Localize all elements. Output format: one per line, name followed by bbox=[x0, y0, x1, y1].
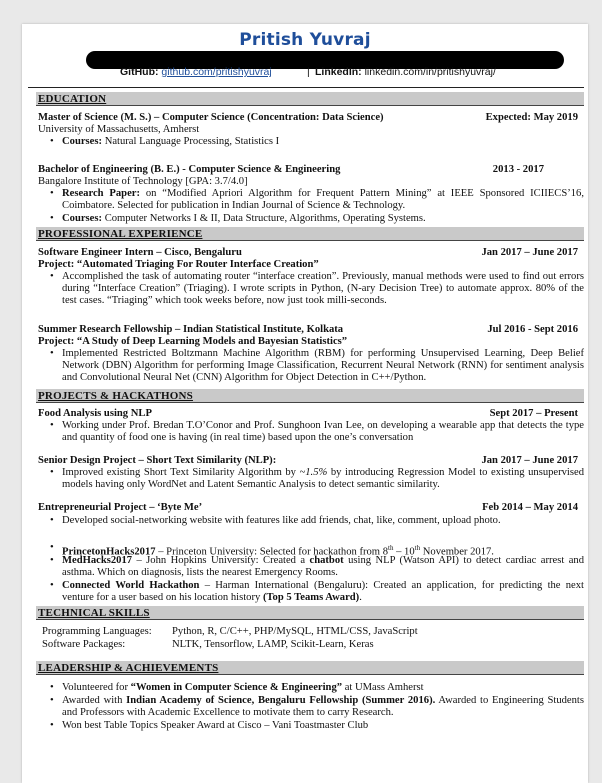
exp-isi-date: Jul 2016 - Sept 2016 bbox=[487, 324, 578, 335]
exp-isi-project: Project: “A Study of Deep Learning Models and Bayesian Statistics” bbox=[38, 336, 348, 347]
edu-ms-degree: Master of Science (M. S.) – Computer Science (Concentration: Data Science) Expected: May 2019 bbox=[38, 112, 578, 123]
skills-heading: TECHNICAL SKILLS bbox=[36, 606, 584, 620]
proj-food-name: Food Analysis using NLP Sept 2017 – Present bbox=[38, 408, 578, 419]
edu-ms-date: Expected: May 2019 bbox=[485, 112, 578, 123]
leadership-heading: LEADERSHIP & ACHIEVEMENTS bbox=[36, 661, 584, 675]
skills-packages: NLTK, Tensorflow, LAMP, Scikit-Learn, Keras bbox=[172, 639, 374, 650]
proj-sts-name: Senior Design Project – Short Text Similarity (NLP): Jan 2017 – June 2017 bbox=[38, 455, 578, 466]
skills-languages: Python, R, C/C++, PHP/MySQL, HTML/CSS, JavaScript bbox=[172, 626, 418, 637]
edu-be-degree: Bachelor of Engineering (B. E.) - Computer Science & Engineering 2013 - 2017 bbox=[38, 164, 544, 175]
exp-cisco-role: Software Engineer Intern – Cisco, Bengaluru Jan 2017 – June 2017 bbox=[38, 247, 578, 258]
resume-page: Pritish Yuvraj GitHub: github.com/pritishyuvraj | LinkedIn: linkedin.com/in/pritishyuvraj/ EDUCATION Master of Science (M. S.) – Computer Science (Concentration: Data Science) Expected: May 2019 University of Massachusetts, Amherst • Courses: Natural Language Processing, Statistics I Bachelor of Engineering (B. E.) - Computer Science & Engineering 2013 - 2017 Bangalore Institute of Technology [GPA: 3.7/4.0] • Research Paper: on “Modified Apriori Algorithm for Frequent Pattern Mining” at IEEE Sponsored ICIIECS’16, Coimbatore. Selected for publication in Indian Journal of Science & Technology. • Courses: Computer Networks I & II, Data Structure, Algorithms, Operating Systems. PROFESSIONAL EXPERIENCE Software Engineer Intern – Cisco, Bengaluru Jan 2017 – June 2017 Project: “Automated Triaging For Router Interface Creation” • Accomplished the task of automating router “interface creation”. Previously, manual methods were used to find out errors during “Interface Creation” (Triaging). I wrote scripts in Python, (N-ary Decision Tree) to automate approx. 80% of the test cases. “Triaging” which took weeks before, now just took milli-seconds. Summer Research Fellowship – Indian Statistical Institute, Kolkata Jul 2016 - Sept 2016 Project: “A Study of Deep Learning Models and Bayesian Statistics” • Implemented Restricted Boltzmann Machine Algorithm (RBM) for performing Unsupervised Learning, Deep Belief Network (DBN) Algorithm for performing Image Classification, Recurrent Neural Network (RNN) for sentiment analysis and Convolutional Neural Net (CNN) Algorithm for Object Detection in C++/Python. PROJECTS & HACKATHONS Food Analysis using NLP Sept 2017 – Present • Working under Prof. Bredan T.O’Conor and Prof. Sunghoon Ivan Lee, on developing a wearable app that detects the type and quantity of food one is having (in real time) based upon the one’s conversation Senior Design Project – Short Text Similarity (NLP): Jan 2017 – June 2017 • Improved existing Short Text Similarity Algorithm by ~1.5% by introducing Regression Model to existing unsupervised models having only WordNet and Latent Semantic Analysis to detect semantic similarity. Entrepreneurial Project – ‘Byte Me’ Feb 2014 – May 2014 • Developed social-networking website with features like add friends, chat, like, comment, upload photo. • PrincetonHacks2017 – Princeton University: Selected for hackathon from 8th – 10th November 2017. • MedHacks2017 – John Hopkins University: Created a chatbot using NLP (Watson API) to detect cardiac arrest and asthma. Which on diagnosis, lists the nearest Emergency Rooms. • Connected World Hackathon – Harman International (Bengaluru): Created an application, for predicting the next venture for a user based on his location history (Top 5 Teams Award). TECHNICAL SKILLS Programming Languages: Python, R, C/C++, PHP/MySQL, HTML/CSS, JavaScript Software Packages: NLTK, Tensorflow, LAMP, Scikit-Learn, Keras LEADERSHIP & ACHIEVEMENTS • Volunteered for “Women in Computer Science & Engineering” at UMass Amherst • Awarded with Indian Academy of Science, Bengaluru Fellowship (Summer 2016). Awarded to Engineering Students and Professors with Academic Excellence to motivate them to carry Research. • Won best Table Topics Speaker Award at Cisco – Vani Toastmaster Club bbox=[22, 24, 588, 783]
github-link[interactable]: github.com/pritishyuvraj bbox=[161, 66, 272, 78]
separator: | bbox=[307, 66, 310, 78]
skills-languages-label: Programming Languages: bbox=[42, 626, 152, 637]
github-label: GitHub: bbox=[120, 66, 159, 78]
edu-ms-school: University of Massachusetts, Amherst bbox=[38, 124, 200, 135]
header-divider bbox=[28, 87, 584, 88]
proj-byteme-name: Entrepreneurial Project – ‘Byte Me’ Feb 2014 – May 2014 bbox=[38, 502, 578, 513]
linkedin-link[interactable]: linkedin.com/in/pritishyuvraj/ bbox=[364, 66, 496, 78]
edu-be-date: 2013 - 2017 bbox=[492, 164, 544, 175]
projects-heading: PROJECTS & HACKATHONS bbox=[36, 389, 584, 403]
linkedin-label: LinkedIn: bbox=[315, 66, 362, 78]
contact-line bbox=[120, 66, 272, 78]
exp-cisco-date: Jan 2017 – June 2017 bbox=[481, 247, 578, 258]
candidate-name: Pritish Yuvraj bbox=[239, 30, 371, 50]
proj-byteme-date: Feb 2014 – May 2014 bbox=[482, 502, 578, 513]
education-heading: EDUCATION bbox=[36, 92, 584, 106]
linkedin-line bbox=[315, 66, 496, 78]
proj-food-date: Sept 2017 – Present bbox=[489, 408, 578, 419]
skills-packages-label: Software Packages: bbox=[42, 639, 126, 650]
experience-heading: PROFESSIONAL EXPERIENCE bbox=[36, 227, 584, 241]
exp-cisco-project: Project: “Automated Triaging For Router Interface Creation” bbox=[38, 259, 319, 270]
exp-isi-role: Summer Research Fellowship – Indian Statistical Institute, Kolkata Jul 2016 - Sept 2016 bbox=[38, 324, 578, 335]
proj-sts-date: Jan 2017 – June 2017 bbox=[481, 455, 578, 466]
edu-be-school: Bangalore Institute of Technology [GPA: 3.7/4.0] bbox=[38, 176, 248, 187]
